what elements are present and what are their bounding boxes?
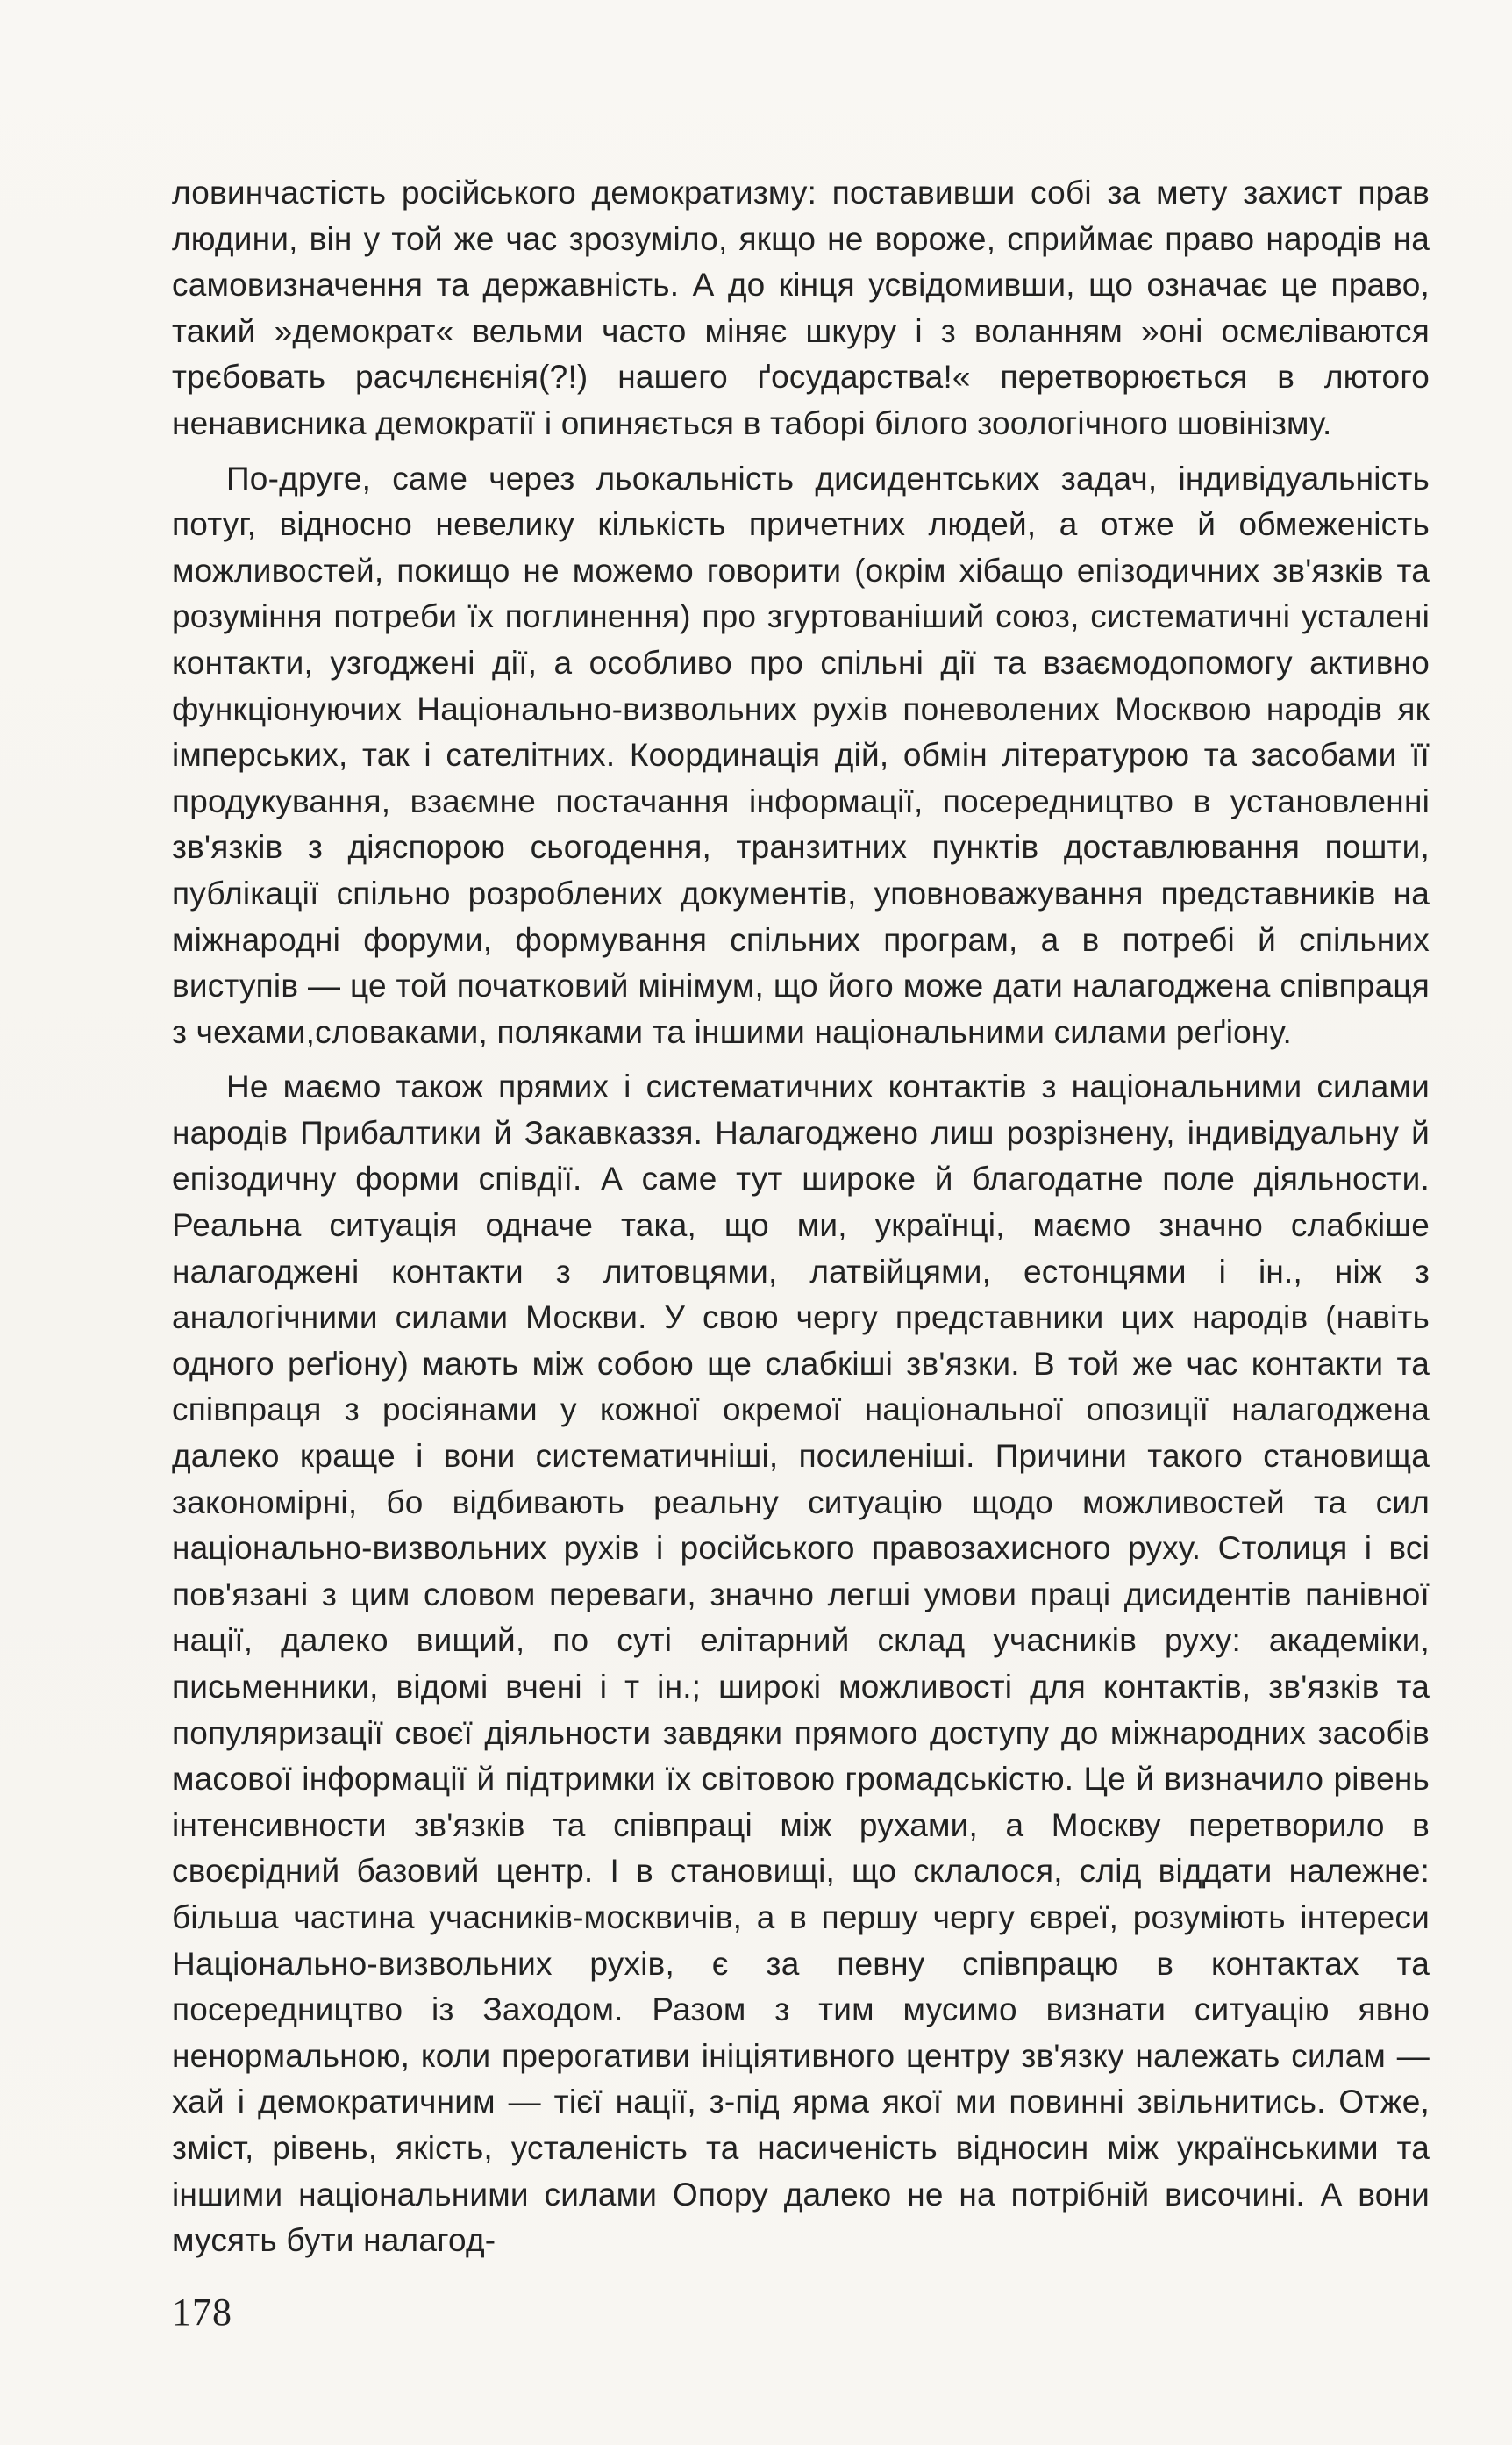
paragraph-secondly: По-друге, саме через льокальність дисидентських задач, індивідуальність потуг, відносно невелику кількість причетних людей, а отже й обмеженість можливостей, покищо не можемо говорити (окрім хібащо епізодичних зв'язків та розуміння потреби їх поглинення) про згуртованіший союз, систематичні усталені контакти, узгоджені дії, а особливо про спільні дії та взаємодопомогу активно функціонуючих Національно-визвольних рухів поневолених Москвою народів як імперських, так і сателітних. Координація дій, обмін літературою та засобами її продукування, взаємне постачання інформації, посередництво в установленні зв'язків з діяспорою сьогодення, транзитних пунктів доставлювання пошти, публікації спільно розроблених документів, уповноважування представників на міжнародні форуми, формування спільних програм, а в потребі й спільних виступів — це той початковий мінімум, що його може дати налагоджена співпраця з чехами,словаками, поляками та іншими національними силами реґіону. [172,460,1430,1050]
paragraph-contacts: Не маємо також прямих і систематичних контактів з національними силами народів Прибалтики й Закавказзя. Налагоджено лиш розрізнену, індивідуальну й епізодичну форми співдії. А саме тут широке й благодатне поле діяльности. Реальна ситуація одначе така, що ми, українці, маємо значно слабкіше налагоджені контакти з литовцями, латвійцями, естонцями і ін., ніж з аналогічними силами Москви. У свою чергу представники цих народів (навіть одного реґіону) мають між собою ще слабкіші зв'язки. В той же час контакти та співпраця з росіянами у кожної окремої національної опозиції налагоджена далеко краще і вони систематичніші, посиленіші. Причини такого становища закономірні, бо відбивають реальну ситуацію щодо можливостей та сил національно-визвольних рухів і російського правозахисного руху. Столиця і всі пов'язані з цим словом переваги, значно легші умови праці дисидентів панівної нації, далеко вищий, по суті елітарний склад учасників руху: академіки, письменники, відомі вчені і т ін.; широкі можливості для контактів, зв'язків та популяризації своєї діяльности завдяки прямого доступу до міжнародних засобів масової інформації й підтримки їх світовою громадськістю. Це й визначило рівень інтенсивности зв'язків та співпраці між рухами, а Москву перетворило в своєрідний базовий центр. І в становищі, що склалося, слід віддати належне: більша частина учасників-москвичів, а в першу чергу євреї, розуміють інтереси Національно-визвольних рухів, є за певну співпрацю в контактах та посередництво із Заходом. Разом з тим мусимо визнати ситуацію явно ненормальною, коли прерогативи ініціятивного центру зв'язку належать силам — хай і демократичним — тієї нації, з-під ярма якої ми повинні звільнитись. Отже, зміст, рівень, якість, усталеність та насиченість відносин між українськими та іншими національними силами Опору далеко не на потрібній височині. А вони мусять бути налагод- [172,1069,1430,2259]
page-number: 178 [172,2291,232,2334]
body-text [172,170,1430,2264]
paragraph-continuation: ловинчастість російського демократизму: поставивши собі за мету захист прав людини, він у той же час зрозуміло, якщо не вороже, сприймає право народів на самовизначення та державність. А до кінця усвідомивши, що означає це право, такий »демократ« вельми часто міняє шкуру і з воланням »оні осмєліваются трєбовать расчлєнєнія(?!) нашего ґосударства!« перетворюється в лютого ненависника демократії і опиняється в таборі білого зоологічного шовінізму. [172,175,1430,441]
